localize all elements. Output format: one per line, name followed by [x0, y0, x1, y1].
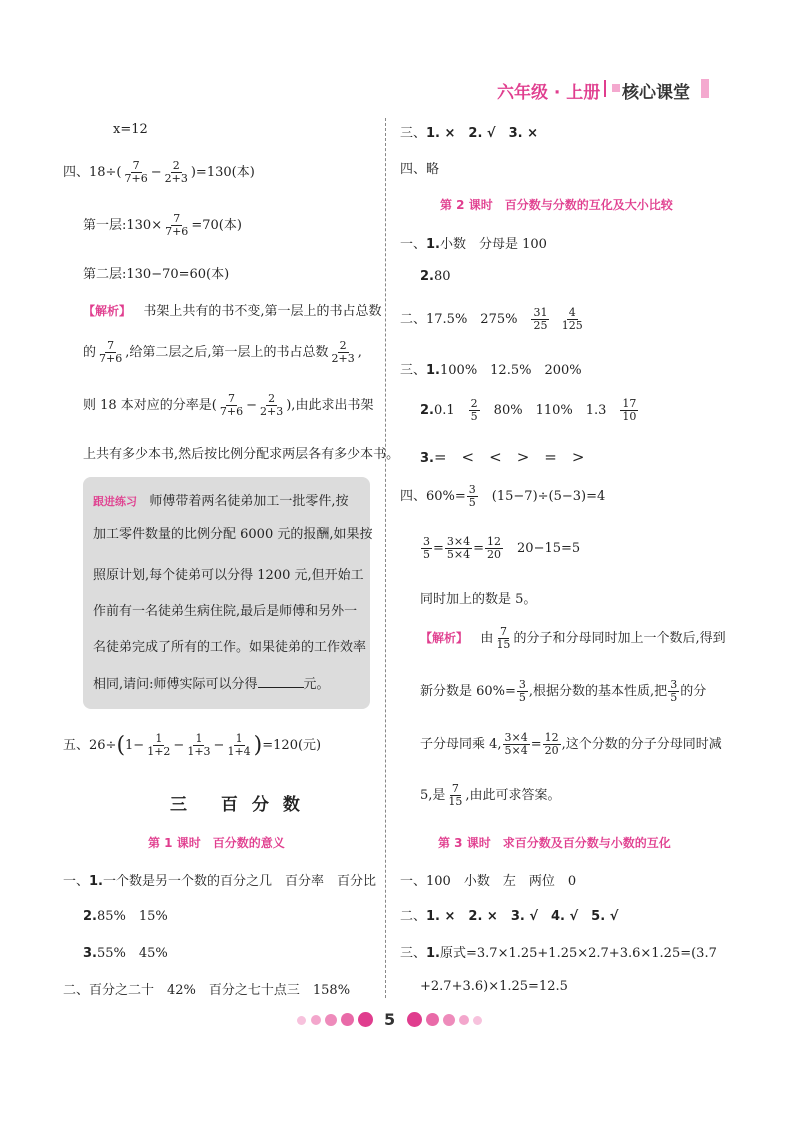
answer-line: 三、1.100% 12.5% 200% — [400, 363, 582, 378]
exercise-line: 名徒弟完成了所有的工作。如果徒弟的工作效率 — [93, 640, 367, 655]
header-grade: 六年级 · 上册 — [497, 83, 601, 103]
exercise-line: 作前有一名徒弟生病住院,最后是师傅和另外一 — [93, 604, 358, 619]
answer-line: 2.80 — [420, 269, 451, 284]
lesson-title: 第 2 课时 百分数与分数的互化及大小比较 — [440, 198, 673, 212]
header-square-icon — [612, 84, 620, 92]
answer-line: 2.85% 15% — [83, 909, 168, 924]
answer-line: 一、1.小数 分母是 100 — [400, 237, 547, 252]
answer-line: 3.= < < > = > — [420, 448, 585, 466]
header-bar-icon — [701, 79, 709, 98]
footer-dot-icon — [341, 1013, 354, 1026]
answer-line: 3.55% 45% — [83, 946, 168, 961]
footer-dot-icon — [358, 1012, 373, 1027]
page-number: 5 — [384, 1010, 396, 1029]
answer-line: +2.7+3.6)×1.25=12.5 — [420, 979, 568, 994]
header-separator — [604, 80, 606, 97]
answer-line: 三、1. × 2. √ 3. × — [400, 126, 539, 141]
analysis-line: 子分母同乘 4, $\frac{3\times 4}{5\times 4}$ = $\frac{12}{20}$ ,这个分数的分子分母同时减 — [420, 731, 722, 757]
footer-dot-icon — [325, 1014, 337, 1026]
analysis-line: 新分数是 60%= $\frac{3}{5}$ ,根据分数的基本性质,把 $\frac{3}{5}$ 的分 — [420, 678, 707, 704]
analysis-line: 上共有多少本书,然后按比例分配求两层各有多少本书。 — [83, 447, 400, 462]
column-divider — [385, 118, 386, 998]
analysis-line: 【解析】 由 $\frac{7}{15}$ 的分子和分母同时加上一个数后,得到 — [420, 625, 726, 651]
section-title: 三 百分数 — [170, 795, 314, 815]
exercise-line: 加工零件数量的比例分配 6000 元的报酬,如果按 — [93, 527, 373, 542]
answer-line: 二、1. × 2. × 3. √ 4. √ 5. √ — [400, 909, 619, 924]
answer-blank — [258, 675, 304, 688]
answer-line: 四、18÷( $\frac{7}{7+6}$ − $\frac{2}{2+3}$ )=130(本) — [63, 159, 255, 185]
answer-line: 四、略 — [400, 162, 440, 177]
footer-dot-icon — [297, 1016, 306, 1025]
answer-line: $\frac{3}{5}$ = $\frac{3\times 4}{5\times 4}$ = $\frac{12}{20}$ 20−15=5 — [423, 535, 581, 561]
exercise-line: 照原计划,每个徒弟可以分得 1200 元,但开始工 — [93, 568, 364, 583]
exercise-line: 跟进练习 师傅带着两名徒弟加工一批零件,按 — [93, 494, 349, 509]
analysis-line: 则 18 本对应的分率是( $\frac{7}{7+6}$ − $\frac{2}{2+3}$ ),由此求出书架 — [83, 392, 374, 418]
exercise-line: 相同,请问:师傅实际可以分得 元。 — [93, 677, 330, 692]
lesson-title: 第 1 课时 百分数的意义 — [148, 836, 285, 850]
answer-line: 2.0.1 $\frac{2}{5}$ 80% 110% 1.3 $\frac{17}{10}$ — [420, 397, 637, 423]
footer-dot-icon — [443, 1014, 455, 1026]
analysis-line: 【解析】 书架上共有的书不变,第一层上的书占总数 — [83, 304, 382, 319]
answer-line: 四、60%= $\frac{3}{5}$ (15−7)÷(5−3)=4 — [400, 483, 606, 509]
footer-dot-icon — [407, 1012, 422, 1027]
footer-dot-icon — [473, 1016, 482, 1025]
footer-dot-icon — [459, 1015, 469, 1025]
footer-dot-icon — [426, 1013, 439, 1026]
answer-line: 第二层:130−70=60(本) — [83, 267, 230, 282]
analysis-tag: 【解析】 — [83, 304, 132, 318]
answer-line: 同时加上的数是 5。 — [420, 592, 537, 607]
analysis-line: 的 $\frac{7}{7+6}$ ,给第二层之后,第一层上的书占总数 $\frac{2}{2+3}$ , — [83, 339, 362, 365]
footer-dot-icon — [311, 1015, 321, 1025]
header-title: 核心课堂 — [622, 83, 690, 103]
answer-line: 第一层:130× $\frac{7}{7+6}$ =70(本) — [83, 212, 242, 238]
lesson-title: 第 3 课时 求百分数及百分数与小数的互化 — [438, 836, 671, 850]
answer-line: 二、17.5% 275% $\frac{31}{25}$ $\frac{4}{125}$ — [400, 306, 583, 332]
answer-line: 五、26÷(1− $\frac{1}{1+2}$ − $\frac{1}{1+3}$ − $\frac{1}{1+4}$ )=120(元) — [63, 732, 322, 758]
answer-line: 一、1.一个数是另一个数的百分之几 百分率 百分比 — [63, 874, 377, 889]
analysis-line: 5,是 $\frac{7}{15}$ ,由此可求答案。 — [420, 782, 561, 808]
answer-line: 二、百分之二十 42% 百分之七十点三 158% — [63, 983, 351, 998]
answer-line: 三、1.原式=3.7×1.25+1.25×2.7+3.6×1.25=(3.7 — [400, 946, 717, 961]
answer-line: 一、100 小数 左 两位 0 — [400, 874, 577, 889]
exercise-label: 跟进练习 — [93, 495, 137, 508]
analysis-tag: 【解析】 — [420, 631, 469, 645]
answer-line: x=12 — [113, 122, 148, 137]
